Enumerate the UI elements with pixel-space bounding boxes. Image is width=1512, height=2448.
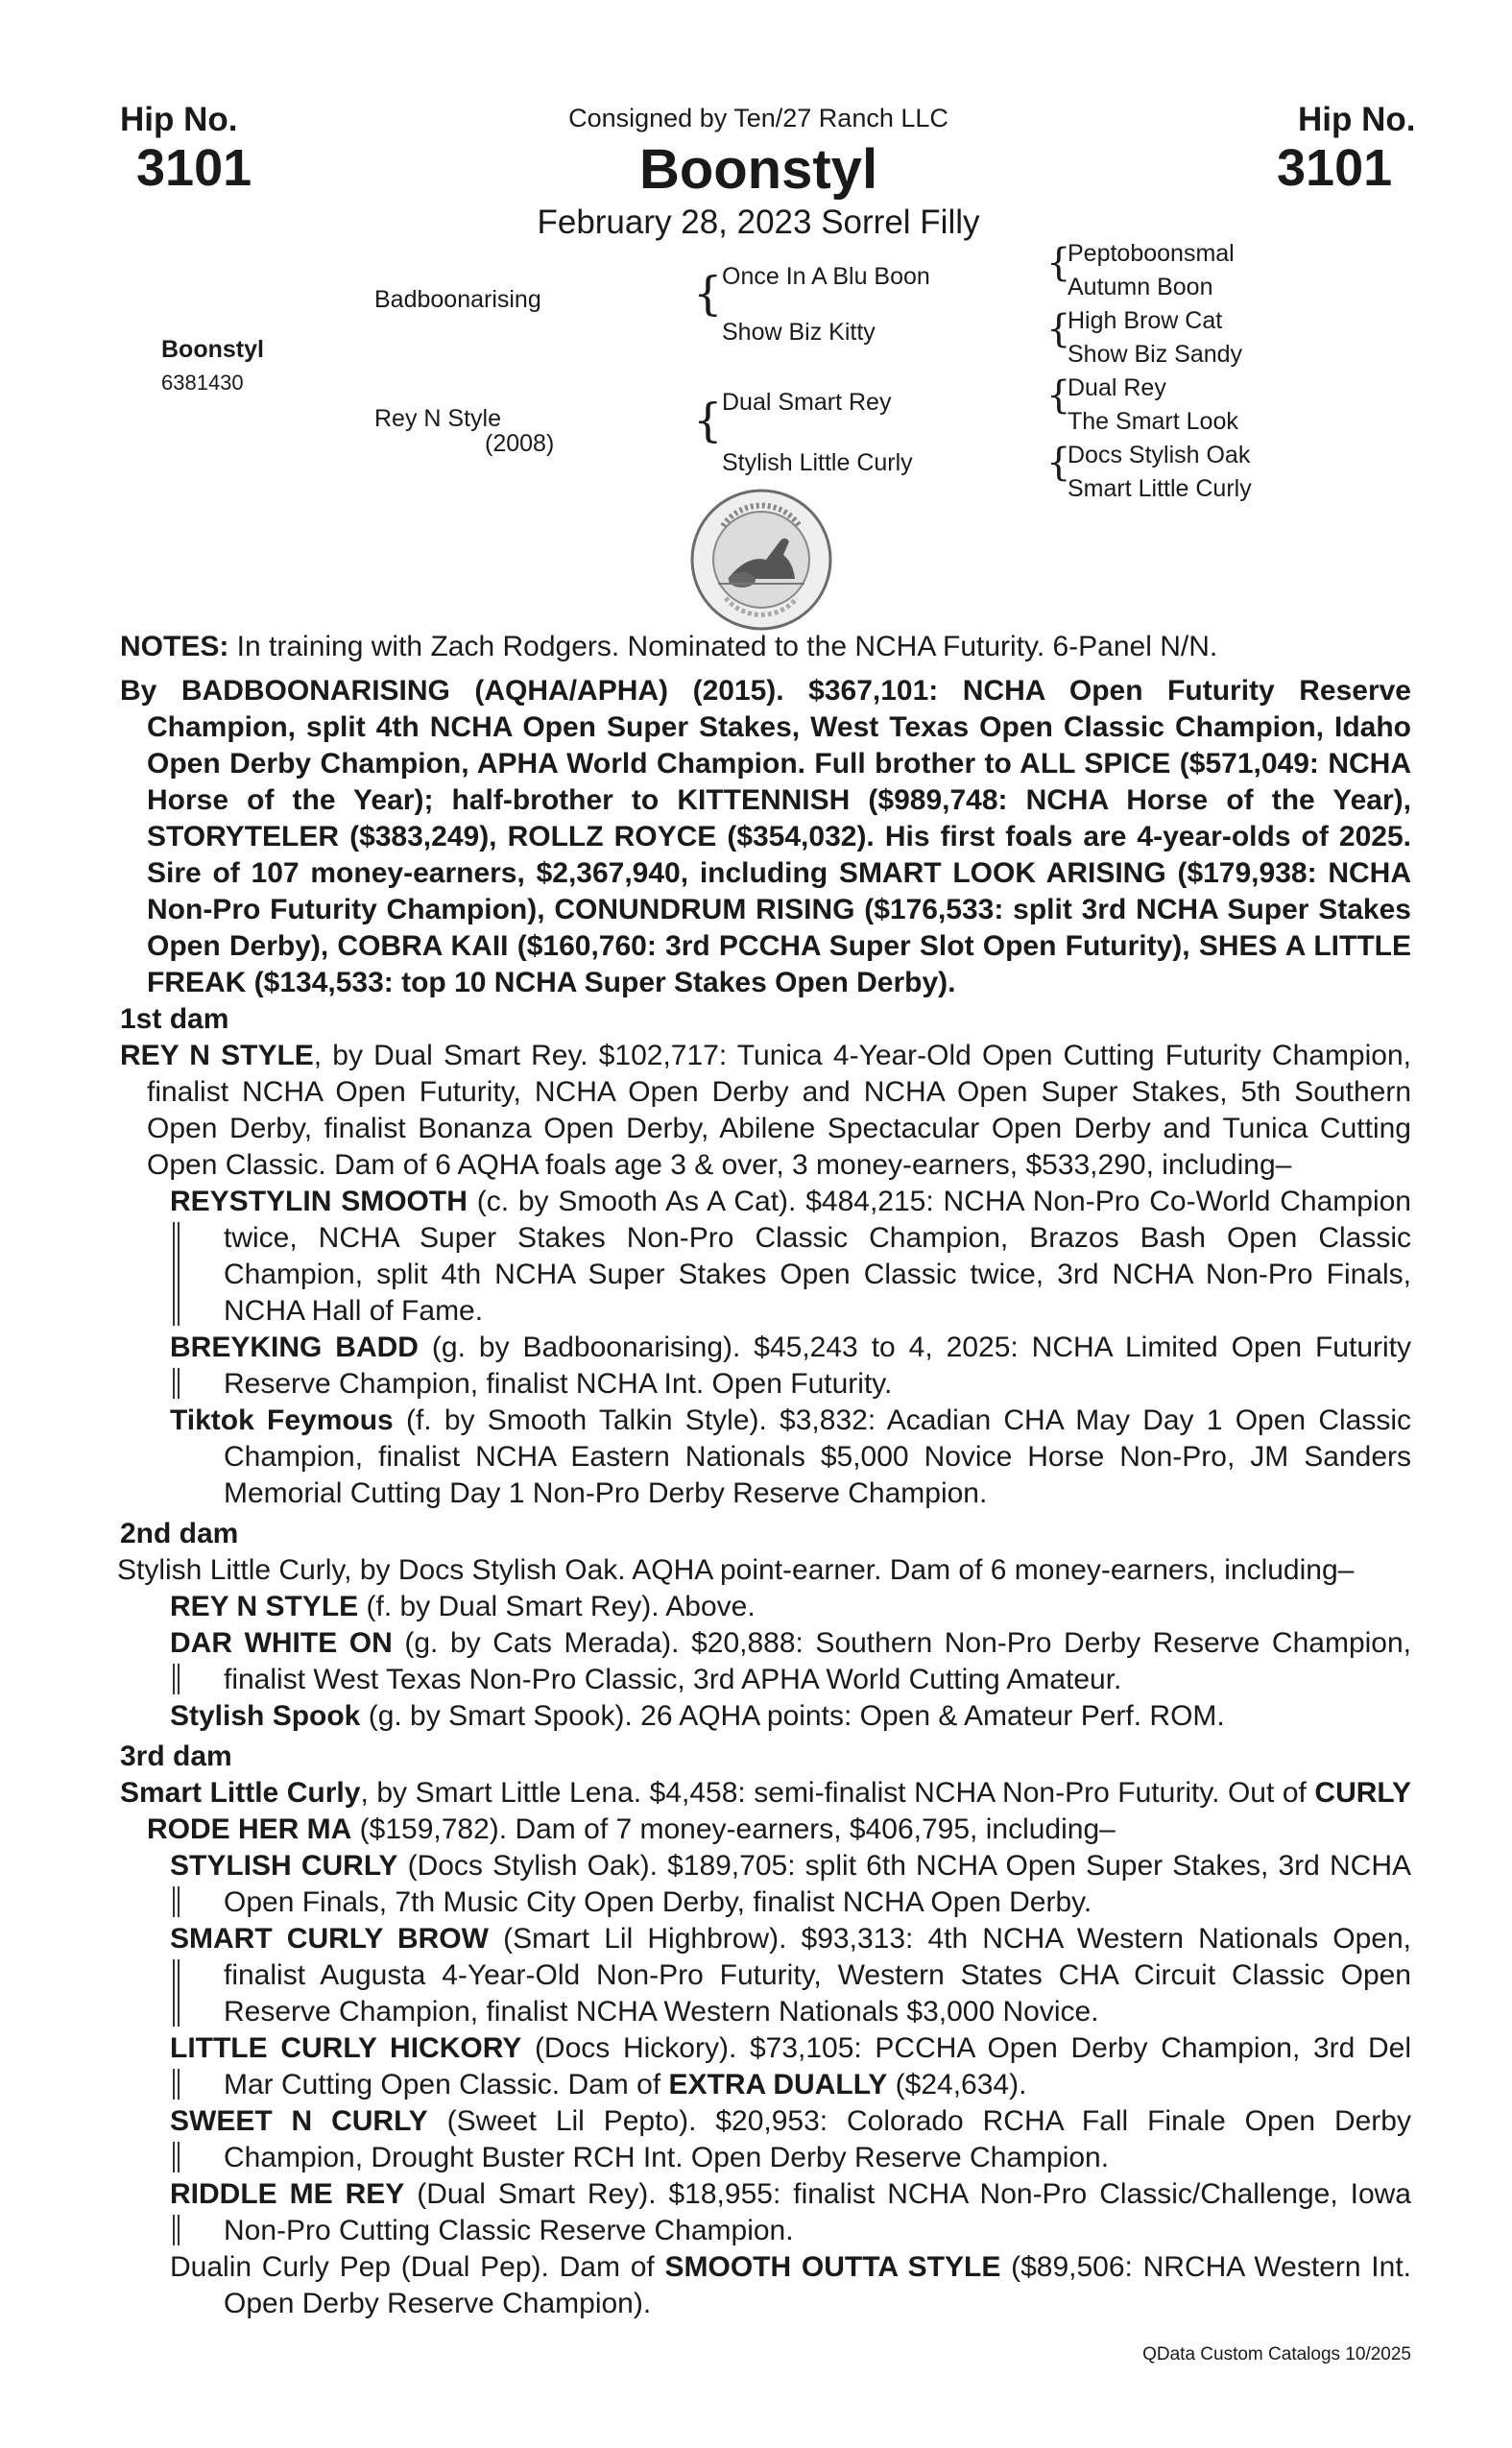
- pedigree-g1: Peptoboonsmal: [1068, 240, 1235, 267]
- third-dam-name: Smart Little Curly: [120, 1777, 361, 1809]
- produce-entry: Tiktok Feymous (f. by Smooth Talkin Style). $3,832: Acadian CHA May Day 1 Open Classic Champion, finalist NCHA Eastern Nationals $5,000 Novice Horse Non-Pro, JM Sanders Memorial Cutting Day 1 Non-Pro Derby Reserve Champion.: [170, 1404, 1412, 1509]
- horse-name: Boonstyl: [638, 138, 878, 201]
- produce-entry: REYSTYLIN SMOOTH (c. by Smooth As A Cat). $484,215: NCHA Non-Pro Co-World Champion twice, NCHA Super Stakes Non-Pro Classic Champion, Brazos Bash Open Classic Champion, split 4th NCHA Super Stakes Open Classic twice, 3rd NCHA Non-Pro Finals, NCHA Hall of Fame.: [170, 1186, 1411, 1327]
- produce-entry: DAR WHITE ON (g. by Cats Merada). $20,888: Southern Non-Pro Derby Reserve Champion, finalist West Texas Non-Pro Classic, 3rd APHA World Cutting Amateur.: [170, 1627, 1411, 1695]
- pedigree-g4: Show Biz Sandy: [1068, 341, 1243, 368]
- pedigree-g6: The Smart Look: [1068, 408, 1238, 435]
- brace-icon: {: [1046, 441, 1071, 485]
- produce-name: REYSTYLIN SMOOTH: [170, 1186, 468, 1217]
- footer-credit: QData Custom Catalogs 10/2025: [1142, 2344, 1411, 2364]
- bar-marker-icon: [173, 1368, 180, 1399]
- pedigree-dam-dam: Stylish Little Curly: [722, 449, 913, 476]
- third-dam-heading: 3rd dam: [120, 1740, 232, 1772]
- produce-name: RIDDLE ME REY: [170, 2178, 405, 2210]
- bar-marker-icon: [173, 2142, 180, 2172]
- pedigree-dam-sire: Dual Smart Rey: [722, 389, 892, 416]
- second-dam-heading: 2nd dam: [120, 1518, 239, 1549]
- pedigree-subject-reg: 6381430: [161, 371, 244, 395]
- produce-name: SMOOTH OUTTA STYLE: [664, 2251, 1001, 2283]
- first-dam-name: REY N STYLE: [120, 1040, 314, 1071]
- second-dam-intro: Stylish Little Curly, by Docs Stylish Oak. AQHA point-earner. Dam of 6 money-earners, including–: [117, 1554, 1355, 1586]
- bar-marker-icon: [173, 1886, 180, 1917]
- produce-name: SMART CURLY BROW: [170, 1923, 489, 1955]
- third-dam-paragraph: Smart Little Curly, by Smart Little Lena. $4,458: semi-finalist NCHA Non-Pro Futurity. Out of CURLY RODE HER MA ($159,782). Dam of 7 money-earners, $406,795, including–: [120, 1777, 1411, 1845]
- produce-entry: BREYKING BADD (g. by Badboonarising). $45,243 to 4, 2025: NCHA Limited Open Futurity Reserve Champion, finalist NCHA Int. Open Futurity.: [170, 1332, 1411, 1400]
- bar-marker-icon: [173, 1222, 180, 1326]
- produce-entry: LITTLE CURLY HICKORY (Docs Hickory). $73,105: PCCHA Open Derby Champion, 3rd Del Mar Cutting Open Classic. Dam of EXTRA DUALLY ($24,634).: [170, 2032, 1412, 2100]
- bar-marker-icon: [173, 2069, 180, 2100]
- produce-name: STYLISH CURLY: [170, 1850, 398, 1882]
- pedigree-sire-sire: Once In A Blu Boon: [722, 263, 930, 290]
- hip-label-right: Hip No.: [1298, 101, 1416, 138]
- consigned-by: Consigned by Ten/27 Ranch LLC: [568, 104, 948, 132]
- bar-marker-icon: [173, 2215, 180, 2245]
- first-dam-text: , by Dual Smart Rey. $102,717: Tunica 4-Year-Old Open Cutting Futurity Champion, finalist NCHA Open Futurity, NCHA Open Derby and NCHA Open Super Stakes, 5th Southern Open Derby, finalist Bonanza Open Derby, Abilene Spectacular Open Derby and Tunica Cutting Open Classic. Dam of 6 AQHA foals age 3 & over, 3 money-earners, $533,290, including–: [147, 1040, 1411, 1181]
- notes-label: NOTES:: [120, 631, 229, 662]
- pedigree-sire-dam: Show Biz Kitty: [722, 319, 876, 346]
- hip-number-left: 3101: [136, 139, 252, 197]
- first-dam-paragraph: [120, 1038, 1411, 1184]
- produce-entry: Dualin Curly Pep (Dual Pep). Dam of SMOOTH OUTTA STYLE ($89,506: NRCHA Western Int. Open Derby Reserve Champion).: [170, 2251, 1412, 2319]
- pedigree-g7: Docs Stylish Oak: [1068, 442, 1251, 468]
- notes-text: In training with Zach Rodgers. Nominated to the NCHA Futurity. 6-Panel N/N.: [228, 631, 1218, 662]
- pedigree-dam-year: (2008): [485, 430, 555, 457]
- brace-icon: {: [693, 267, 723, 321]
- hip-number-right: 3101: [1277, 139, 1393, 197]
- produce-entry: STYLISH CURLY (Docs Stylish Oak). $189,705: split 6th NCHA Open Super Stakes, 3rd NCHA Open Finals, 7th Music City Open Derby, finalist NCHA Open Derby.: [170, 1850, 1411, 1918]
- pedigree-g2: Autumn Boon: [1068, 274, 1213, 300]
- produce-entry: SMART CURLY BROW (Smart Lil Highbrow). $93,313: 4th NCHA Western Nationals Open, finalist Augusta 4-Year-Old Non-Pro Futurity, Western States CHA Circuit Classic Open Reserve Champion, finalist NCHA Western Nationals $3,000 Novice.: [170, 1923, 1412, 2028]
- hip-label-left: Hip No.: [120, 101, 238, 138]
- produce-entry: SWEET N CURLY (Sweet Lil Pepto). $20,953: Colorado RCHA Fall Finale Open Derby Champion, Drought Buster RCH Int. Open Derby Reserve Champion.: [170, 2105, 1411, 2173]
- brace-icon: {: [1046, 373, 1071, 418]
- brace-icon: {: [1046, 241, 1071, 285]
- pedigree-g5: Dual Rey: [1068, 374, 1166, 401]
- notes: [120, 629, 1411, 665]
- third-dam-dam-name: CURLY RODE HER MA: [147, 1777, 1411, 1845]
- produce-name: DAR WHITE ON: [170, 1627, 393, 1659]
- produce-name: REY N STYLE: [170, 1591, 359, 1622]
- produce-name: Tiktok Feymous: [170, 1404, 394, 1436]
- brace-icon: {: [1046, 307, 1071, 351]
- pedigree-g8: Smart Little Curly: [1068, 475, 1252, 502]
- produce-name: SWEET N CURLY: [170, 2105, 428, 2137]
- first-dam-heading: 1st dam: [120, 1003, 229, 1035]
- produce-entry: RIDDLE ME REY (Dual Smart Rey). $18,955: finalist NCHA Non-Pro Classic/Challenge, Iowa Non-Pro Cutting Classic Reserve Champion.: [170, 2178, 1411, 2246]
- produce-name: LITTLE CURLY HICKORY: [170, 2032, 522, 2064]
- catalog-body: [117, 629, 1412, 2322]
- produce-name: Stylish Spook: [170, 1700, 361, 1732]
- sire-paragraph: By BADBOONARISING (AQHA/APHA) (2015). $367,101: NCHA Open Futurity Reserve Champion, split 4th NCHA Open Super Stakes, West Texas Open Classic Champion, Idaho Open Derby Champion, APHA World Champion. Full brother to ALL SPICE ($571,049: NCHA Horse of the Year); half-brother to KITTENNISH ($989,748: NCHA Horse of the Year), STORYTELER ($383,249), ROLLZ ROYCE ($354,032). His first foals are 4-year-olds of 2025. Sire of 107 money-earners, $2,367,940, including SMART LOOK ARISING ($179,938: NCHA Non-Pro Futurity Champion), CONUNDRUM RISING ($176,533: split 3rd NCHA Super Stakes Open Derby), COBRA KAII ($160,760: 3rd PCCHA Super Slot Open Futurity), SHES A LITTLE FREAK ($134,533: top 10 NCHA Super Stakes Open Derby).: [120, 675, 1411, 998]
- brace-icon: {: [693, 394, 723, 447]
- bar-marker-icon: [173, 1959, 180, 2027]
- bar-marker-icon: [173, 1664, 180, 1694]
- foal-description: February 28, 2023 Sorrel Filly: [537, 204, 980, 241]
- pedigree-dam: Rey N Style: [374, 405, 501, 432]
- produce-entry: Stylish Spook (g. by Smart Spook). 26 AQHA points: Open & Amateur Perf. ROM.: [170, 1700, 1225, 1732]
- produce-name: BREYKING BADD: [170, 1332, 419, 1363]
- ncha-seal-icon: [689, 488, 833, 636]
- pedigree-subject-name: Boonstyl: [161, 336, 264, 363]
- pedigree-g3: High Brow Cat: [1068, 307, 1223, 334]
- produce-entry: REY N STYLE (f. by Dual Smart Rey). Above.: [170, 1591, 756, 1622]
- pedigree-sire: Badboonarising: [374, 286, 541, 313]
